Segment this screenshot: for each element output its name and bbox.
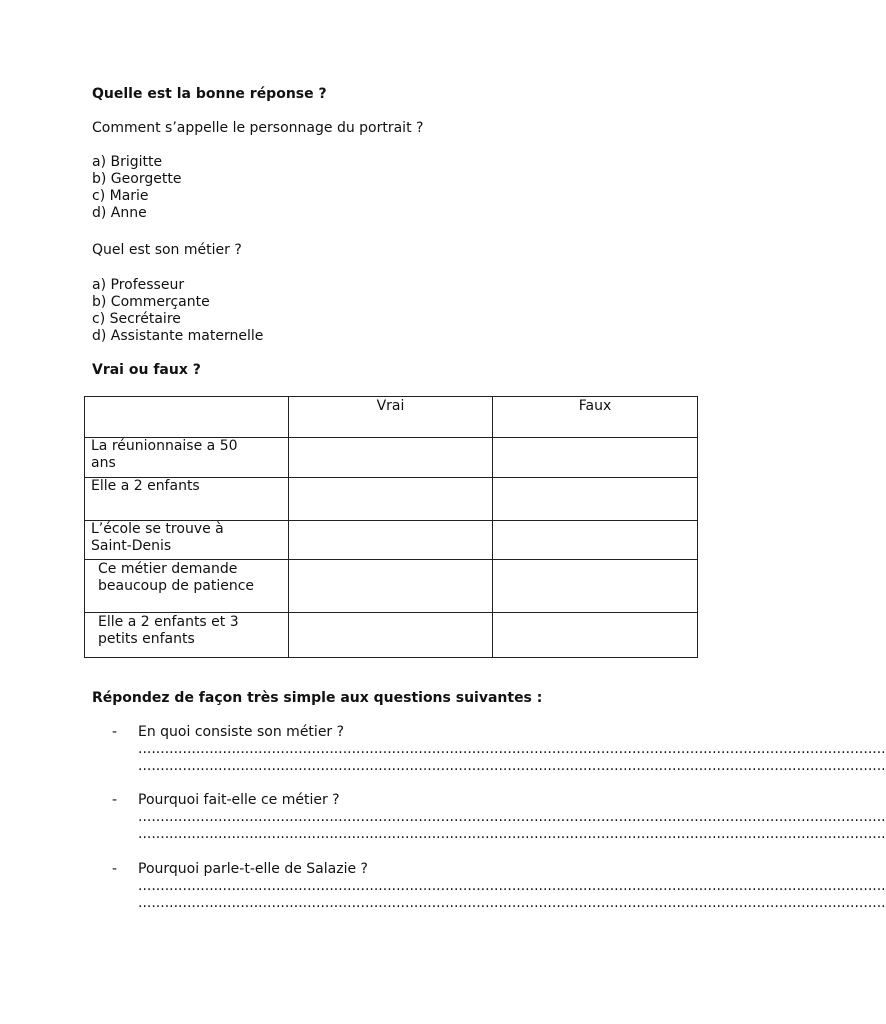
answer-cell-faux[interactable]: [493, 560, 698, 613]
statement-line: ans: [91, 455, 116, 471]
section-heading-qcm: Quelle est la bonne réponse ?: [92, 86, 327, 102]
statement-line: Elle a 2 enfants et 3: [98, 614, 239, 630]
bullet-dash: -: [112, 724, 118, 740]
statement-line: Elle a 2 enfants: [91, 478, 200, 494]
answer-line-1[interactable]: ........................................................................................................................................................................: [138, 809, 886, 825]
option-b: b) Georgette: [92, 171, 182, 187]
answer-cell-vrai[interactable]: [289, 478, 493, 521]
statement-line: beaucoup de patience: [98, 578, 255, 594]
statement-line: Saint-Denis: [91, 538, 172, 554]
bullet-dash: -: [112, 861, 118, 877]
answer-cell-vrai[interactable]: [289, 613, 493, 658]
option-d: d) Assistante maternelle: [92, 328, 264, 344]
statement-line: petits enfants: [98, 631, 195, 647]
answer-cell-faux[interactable]: [493, 478, 698, 521]
statement-cell: [85, 613, 289, 658]
answer-line-2[interactable]: ........................................................................................................................................................................: [138, 758, 886, 774]
header-cell-empty: [85, 397, 289, 438]
question-1-text: Comment s’appelle le personnage du portrait ?: [92, 120, 424, 136]
question-1-options: [92, 154, 181, 222]
option-b: b) Commerçante: [92, 294, 210, 310]
option-a: a) Professeur: [92, 277, 185, 293]
statement-line: L’école se trouve à: [91, 521, 224, 537]
option-a: a) Brigitte: [92, 154, 163, 170]
open-question-text: Pourquoi parle-t-elle de Salazie ?: [138, 861, 368, 877]
table-row: [85, 613, 698, 658]
answer-line-2[interactable]: ........................................................................................................................................................................: [138, 895, 886, 911]
statement-line: Ce métier demande: [98, 561, 238, 577]
answer-line-1[interactable]: ........................................................................................................................................................................: [138, 878, 886, 894]
option-c: c) Marie: [92, 188, 149, 204]
table-row: [85, 478, 698, 521]
answer-line-1[interactable]: ........................................................................................................................................................................: [138, 741, 886, 757]
option-c: c) Secrétaire: [92, 311, 181, 327]
section-heading-vrai-faux: Vrai ou faux ?: [92, 362, 201, 378]
open-question-text: Pourquoi fait-elle ce métier ?: [138, 792, 340, 808]
section-heading-questions: Répondez de façon très simple aux questions suivantes :: [92, 690, 543, 706]
question-2-options: [92, 277, 263, 345]
option-d: d) Anne: [92, 205, 147, 221]
statement-line: La réunionnaise a 50: [91, 438, 238, 454]
answer-line-2[interactable]: ........................................................................................................................................................................: [138, 826, 886, 842]
answer-cell-faux[interactable]: [493, 438, 698, 478]
answer-cell-vrai[interactable]: [289, 521, 493, 560]
statement-cell: [85, 438, 289, 478]
table-row: [85, 438, 698, 478]
header-cell-faux: Faux: [493, 397, 698, 438]
answer-cell-vrai[interactable]: [289, 438, 493, 478]
answer-cell-faux[interactable]: [493, 613, 698, 658]
header-cell-vrai: Vrai: [289, 397, 493, 438]
statement-cell: [85, 560, 289, 613]
table-row: [85, 521, 698, 560]
open-question-text: En quoi consiste son métier ?: [138, 724, 345, 740]
answer-cell-faux[interactable]: [493, 521, 698, 560]
table-row: [85, 560, 698, 613]
statement-cell: [85, 478, 289, 521]
vrai-faux-table: [84, 396, 698, 658]
answer-cell-vrai[interactable]: [289, 560, 493, 613]
bullet-dash: -: [112, 792, 118, 808]
question-2-text: Quel est son métier ?: [92, 242, 242, 258]
table-header-row: [85, 397, 698, 438]
statement-cell: [85, 521, 289, 560]
